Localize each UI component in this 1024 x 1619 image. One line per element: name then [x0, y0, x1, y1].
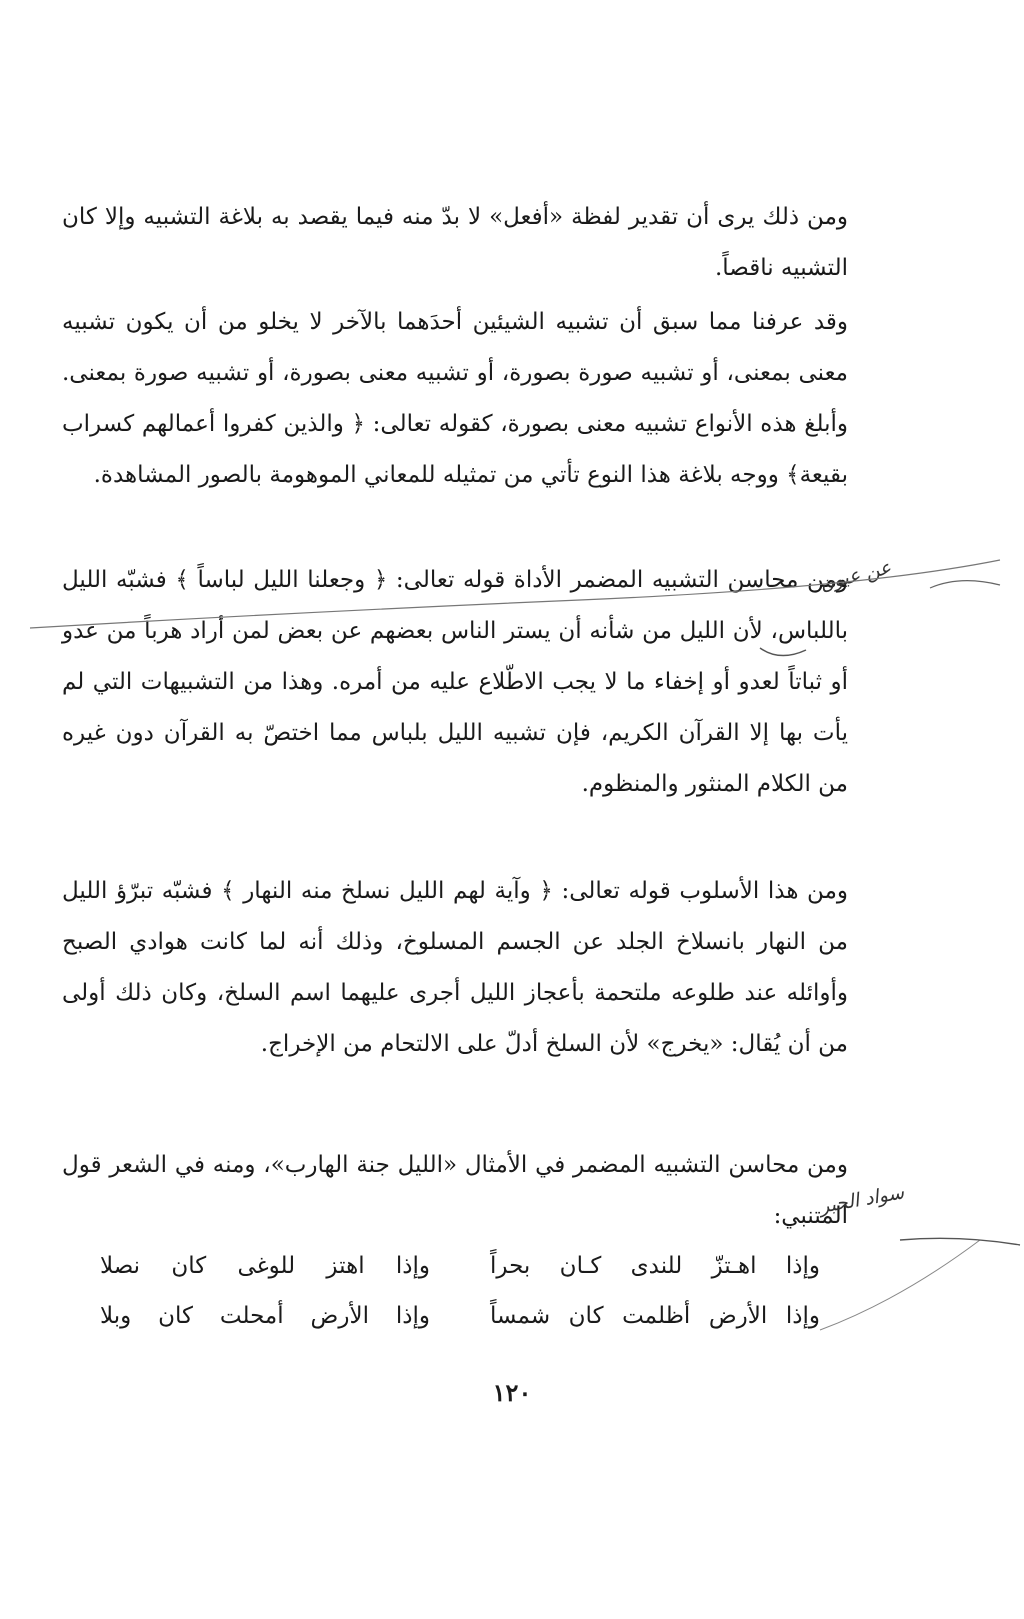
- underline-mark-2: [760, 648, 806, 656]
- margin-stroke-2: [820, 1240, 980, 1330]
- verse-2-second-hemistich: وإذا الأرض أمحلت كان وبلا: [100, 1303, 430, 1329]
- margin-stroke-3: [900, 1238, 1020, 1245]
- verse-2-first-hemistich: وإذا الأرض أظلمت كان شمساً: [490, 1303, 820, 1329]
- paragraph-1-text: ومن ذلك يرى أن تقدير لفظة «أفعل» لا بدّ منه فيما يقصد به بلاغة التشبيه وإلا كان التشبيه ناقصاً.: [62, 204, 848, 281]
- margin-stroke-1: [930, 581, 1000, 588]
- handwritten-margin-note-2: سواد الحبر: [818, 1181, 906, 1218]
- underline-mark-1: [30, 560, 1000, 628]
- verse-1-second-hemistich: وإذا اهتز للوغى كان نصلا: [100, 1253, 430, 1279]
- handwritten-margin-note-1: عن عيون: [817, 556, 894, 596]
- paragraph-4-text: ومن هذا الأسلوب قوله تعالى: ﴿ وآية لهم الليل نسلخ منه النهار ﴾ فشبّه تبرّؤ الليل من النهار بانسلاخ الجلد عن الجسم المسلوخ، وذلك أنه لما كانت هوادي الصبح وأوائله عند طلوعه ملتحمة بأعجاز الليل أجرى عليهما اسم السلخ، وكان ذلك أولى من أن يُقال: «يخرج» لأن السلخ أدلّ على الالتحام من الإخراج.: [62, 878, 848, 1057]
- paragraph-3-text: ومن محاسن التشبيه المضمر الأداة قوله تعالى: ﴿ وجعلنا الليل لباساً ﴾ فشبّه الليل باللباس، لأن الليل من شأنه أن يستر الناس بعضهم عن بعض لمن أراد هرباً من عدو أو ثباتاً لعدو أو إخفاء ما لا يجب الاطّلاع عليه من أمره. وهذا من التشبيهات التي لم يأت بها إلا القرآن الكريم، فإن تشبيه الليل بلباس مما اختصّ به القرآن دون غيره من الكلام المنثور والمنظوم.: [62, 567, 848, 797]
- paragraph-5-text: ومن محاسن التشبيه المضمر في الأمثال «الليل جنة الهارب»، ومنه في الشعر قول المتنبي:: [62, 1152, 848, 1229]
- verse-1-first-hemistich: وإذا اهـتزّ للندى كـان بحراً: [490, 1253, 820, 1279]
- page-number: ١٢٠: [492, 1378, 532, 1407]
- paragraph-2-text: وقد عرفنا مما سبق أن تشبيه الشيئين أحدَهما بالآخر لا يخلو من أن يكون تشبيه معنى بمعنى، أو تشبيه صورة بصورة، أو تشبيه معنى بصورة، أو تشبيه صورة بمعنى. وأبلغ هذه الأنواع تشبيه معنى بصورة، كقوله تعالى: ﴿ والذين كفروا أعمالهم كسراب بقيعة﴾ ووجه بلاغة هذا النوع تأتي من تمثيله للمعاني الموهومة بالصور المشاهدة.: [62, 309, 848, 488]
